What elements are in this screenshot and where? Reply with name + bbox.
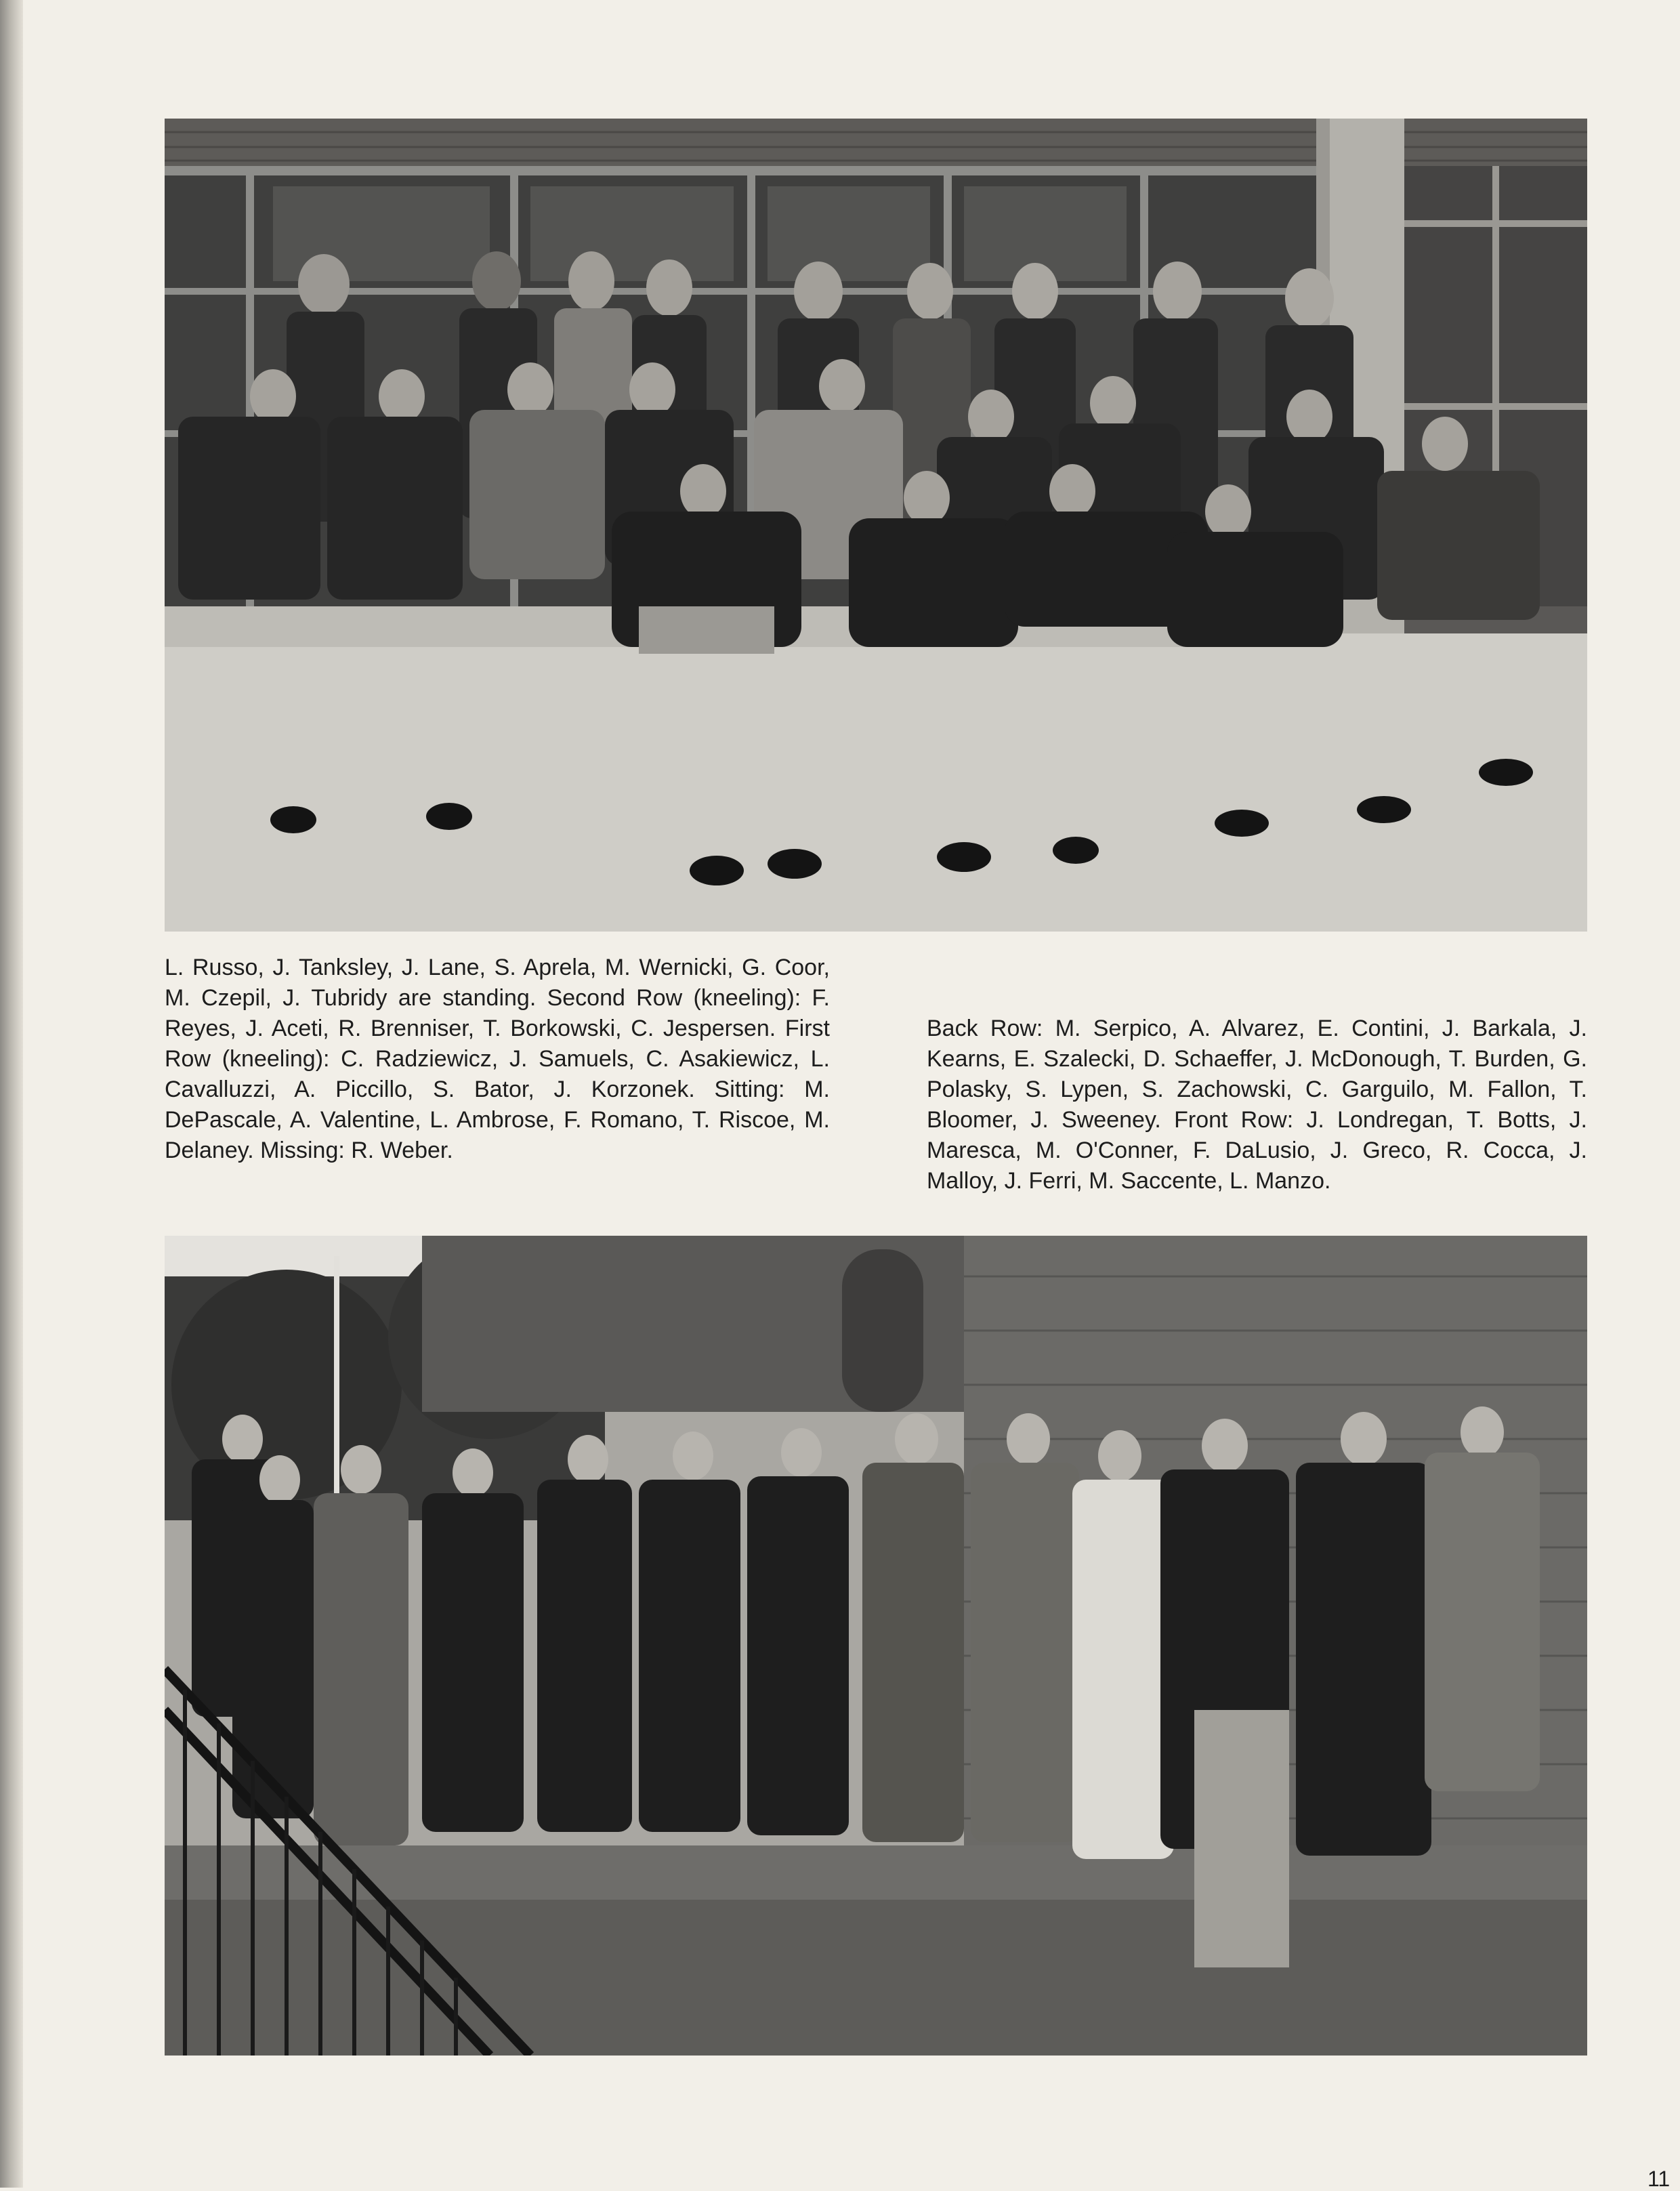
- top-photo-caption: L. Russo, J. Tanksley, J. Lane, S. Aprela, M. Wernicki, G. Coor, M. Czepil, J. Tubridy are standing. Second Row (kneeling): F. Reyes, J. Aceti, R. Brenniser, T. Borkowski, C. Jespersen. First Row (kneeling): C. Radziewicz, J. Samuels, C. Asakiewicz, L. Cavalluzzi, A. Piccillo, S. Bator, J. Korzonek. Sitting: M. DePascale, A. Valentine, L. Ambrose, F. Romano, T. Riscoe, M. Delaney. Missing: R. Weber.: [165, 955, 830, 1163]
- page-number: 11: [1647, 2167, 1671, 2191]
- top-photo-drawing: [165, 119, 1587, 932]
- bottom-photo-caption: Back Row: M. Serpico, A. Alvarez, E. Contini, J. Barkala, J. Kearns, E. Szalecki, D. Schaeffer, J. McDonough, T. Burden, G. Polasky, S. Lypen, S. Zachowski, C. Garguilo, M. Fallon, T. Bloomer, J. Sweeney. Front Row: J. Londregan, T. Botts, J. Maresca, M. O'Conner, F. DaLusio, J. Greco, R. Cocca, J. Malloy, J. Ferri, M. Saccente, L. Manzo.: [927, 1016, 1587, 1194]
- bottom-photo-drawing: [165, 1236, 1587, 2056]
- page-binding-edge: [0, 0, 23, 2188]
- top-group-photo: [165, 119, 1587, 932]
- bottom-group-photo: [165, 1236, 1587, 2056]
